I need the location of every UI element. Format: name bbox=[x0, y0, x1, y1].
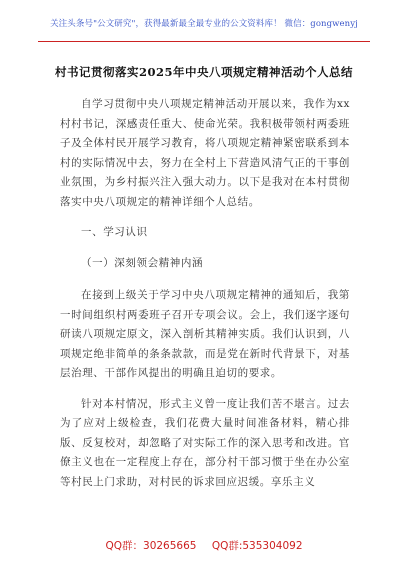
body-paragraph: 在接到上级关于学习中央八项规定精神的通知后，我第一时间组织村两委班子召开专项会议。会上，我们逐字逐句研读八项规定原文，深入剖析其精神实质。我们认识到，八项规定绝非简单的条条款款，而是党在新时代背景下，对基层治理、干部作风提出的明确且迫切的要求。 bbox=[60, 289, 350, 379]
intro-paragraph: 自学习贯彻中央八项规定精神活动开展以来，我作为xx村村书记，深感责任重大、使命光荣。我积极带领村两委班子及全体村民开展学习教育，将八项规定精神紧密联系到本村的实际情况中去，努力在全村上下营造风清气正的干事创业氛围，为乡村振兴注入强大动力。以下是我对在本村贯彻落实中央八项规定的精神详细个人总结。 bbox=[60, 98, 350, 208]
qq-group-2: QQ群:535304092 bbox=[211, 540, 303, 552]
document-title: 村书记贯彻落实2025年中央八项规定精神活动个人总结 bbox=[54, 65, 353, 79]
footer-contacts bbox=[0, 538, 408, 553]
header-divider bbox=[38, 41, 370, 42]
section-heading: 一、学习认识 bbox=[81, 226, 148, 238]
body-paragraph: 针对本村情况，形式主义曾一度让我们苦不堪言。过去为了应对上级检查，我们花费大量时间准备材料，精心排版、反复校对，却忽略了对实际工作的深入思考和改进。官僚主义也在一定程度上存在，部分村干部习惯于坐在办公室等村民上门求助，对村民的诉求回应迟缓。享乐主义 bbox=[60, 397, 350, 488]
document-body bbox=[60, 95, 350, 503]
qq-group-1: QQ群：30265665 bbox=[105, 540, 197, 552]
subsection-heading: （一）深刻领会精神内涵 bbox=[81, 256, 204, 269]
promo-banner: 关注头条号"公文研究"，获得最新最全最专业的公文资料库！ 微信：gongwenyj bbox=[50, 19, 358, 29]
